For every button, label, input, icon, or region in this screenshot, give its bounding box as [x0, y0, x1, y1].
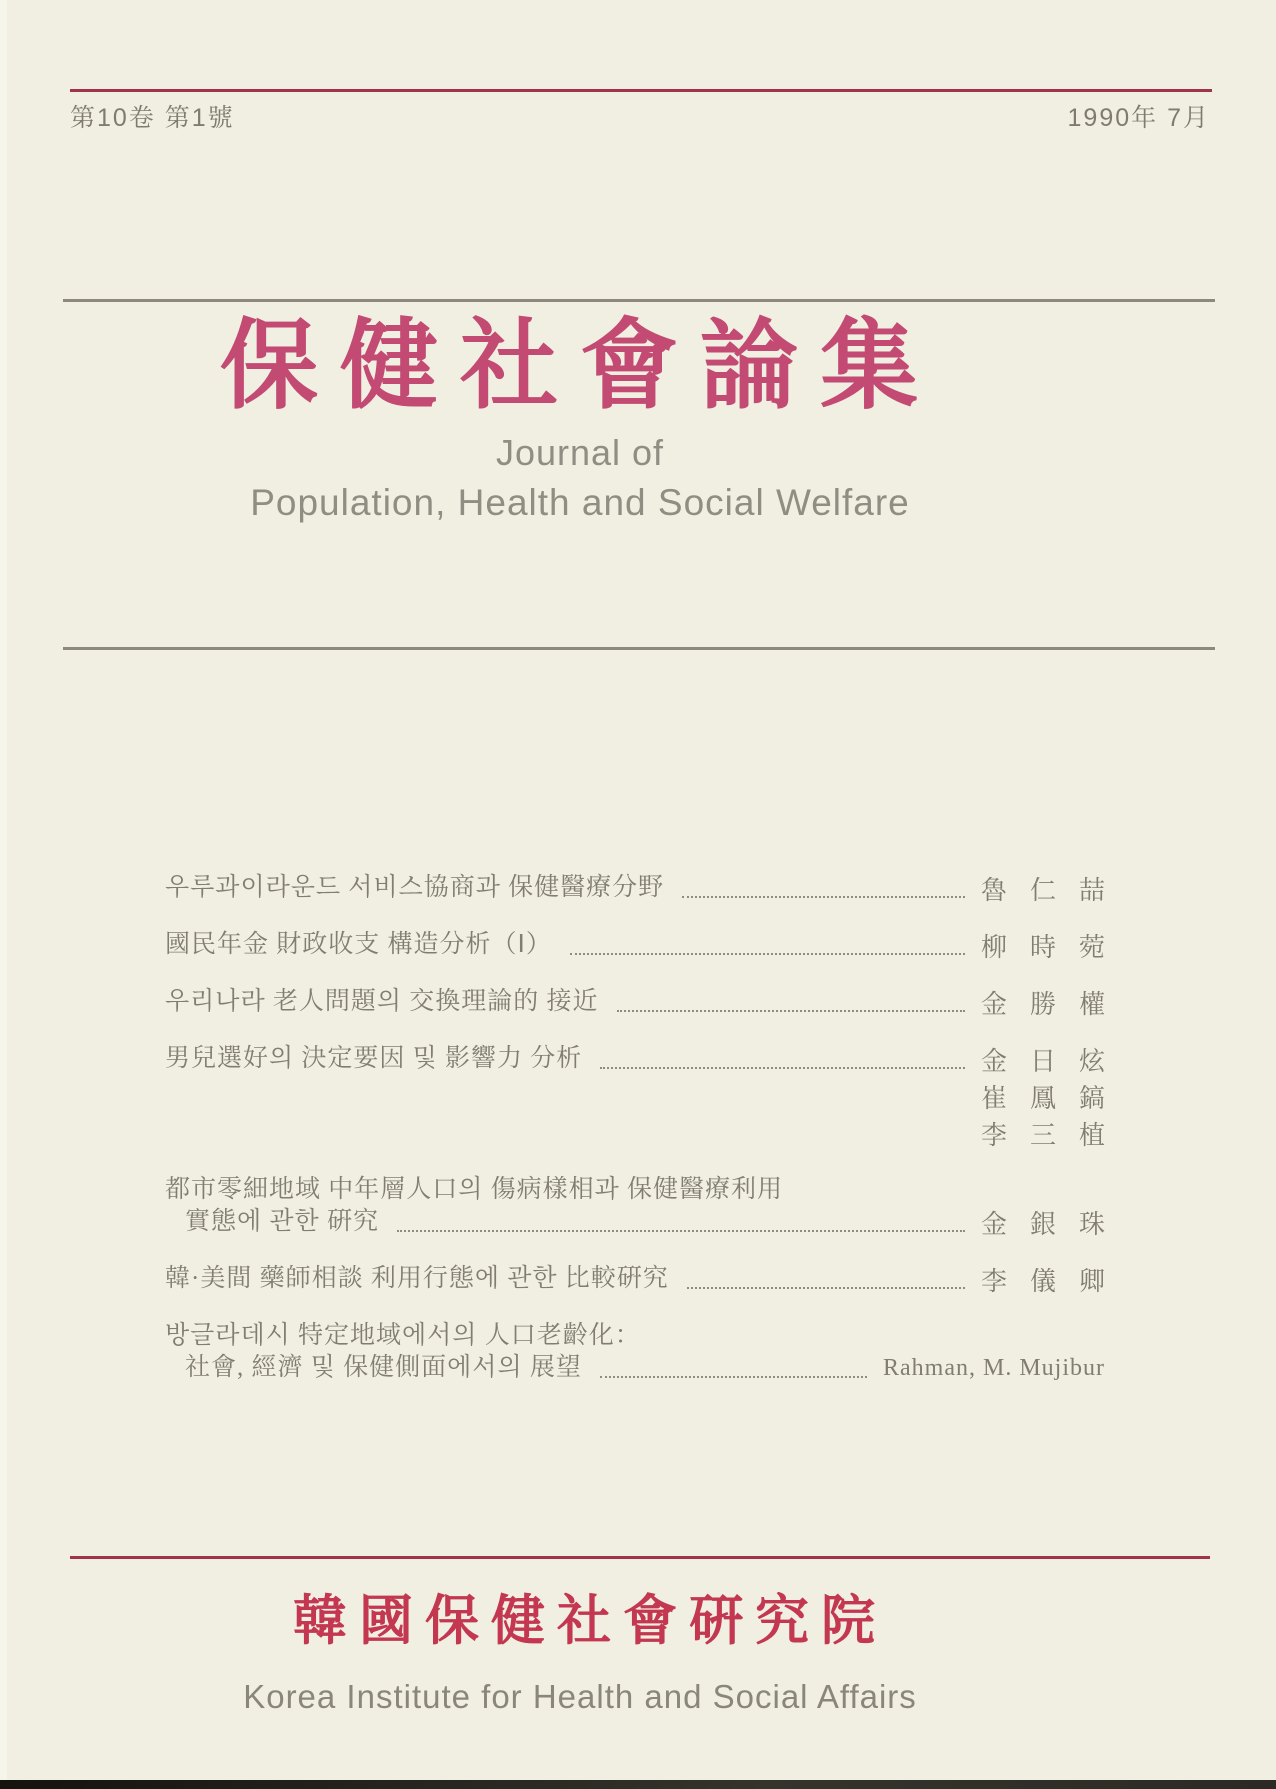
author-char: 三: [1029, 1121, 1056, 1150]
toc-entry-title: 實態에 관한 硏究: [185, 1208, 379, 1235]
institute-name-cjk: 韓國保健社會硏究院: [293, 1588, 887, 1652]
author-char: 鎬: [1078, 1084, 1105, 1113]
dotted-leader: [600, 1352, 867, 1378]
author-char: 鳳: [1029, 1084, 1056, 1113]
toc-entry-author: Rahman, M. Mujibur: [883, 1355, 1105, 1381]
dotted-leader: [682, 872, 965, 898]
toc-entry: [165, 1263, 1105, 1300]
toc-entry-title: 國民年金 財政收支 構造分析（Ⅰ）: [165, 931, 552, 958]
journal-subtitle-line2: Population, Health and Social Welfare: [250, 482, 910, 524]
divider-gray-bottom: [63, 647, 1215, 650]
toc-entry-title: 男兒選好의 決定要因 및 影響力 分析: [165, 1045, 583, 1072]
toc-entry: [165, 1174, 1105, 1243]
toc-entry-authors: [981, 929, 1105, 966]
journal-title-cjk: 保健社會論集: [219, 308, 940, 423]
author-char: 炫: [1078, 1047, 1105, 1076]
author-char: 崔: [981, 1084, 1008, 1113]
issue-date-label: 1990年 7月: [1067, 104, 1210, 132]
author-char: 喆: [1078, 876, 1105, 905]
toc-entry: [165, 872, 1105, 909]
toc-entry-line: [165, 1352, 1105, 1384]
author-char: 植: [1078, 1121, 1105, 1150]
toc-entry-title: 社會, 經濟 및 保健側面에서의 展望: [185, 1354, 582, 1381]
author-char: 金: [981, 990, 1008, 1019]
toc-entry-line: [165, 1043, 1105, 1154]
masthead: [0, 303, 1160, 524]
toc-entry-author: [981, 986, 1105, 1023]
toc-entry-authors: [981, 1206, 1105, 1243]
author-char: 時: [1029, 933, 1056, 962]
dotted-leader: [397, 1206, 965, 1232]
toc-entry-author: [981, 1117, 1105, 1154]
toc-entry-authors: [981, 986, 1105, 1023]
toc-entry-line: [165, 1174, 1105, 1206]
toc-entry-author: [981, 1206, 1105, 1243]
toc-entry-title: 都市零細地域 中年層人口의 傷病樣相과 保健醫療利用: [165, 1176, 784, 1203]
toc-entry-title: 韓·美間 藥師相談 利用行態에 관한 比較硏究: [165, 1265, 669, 1292]
author-char: 珠: [1078, 1210, 1105, 1239]
author-char: 仁: [1029, 876, 1056, 905]
bottom-red-rule: [70, 1556, 1210, 1559]
author-char: 金: [981, 1210, 1008, 1239]
toc-entry-author: [981, 929, 1105, 966]
author-char: 日: [1029, 1047, 1056, 1076]
toc-entry-line: [165, 929, 1105, 966]
dotted-leader: [687, 1263, 965, 1289]
toc-entry-authors: [883, 1352, 1105, 1384]
toc-entry-authors: [981, 1263, 1105, 1300]
toc-entry-author: [981, 872, 1105, 909]
issue-header-row: [70, 98, 1210, 134]
author-char: 權: [1078, 990, 1105, 1019]
scan-left-edge: [0, 0, 7, 1789]
toc-entry: [165, 1043, 1105, 1154]
toc-entry-line: [165, 1206, 1105, 1243]
toc-entry-title: 우루과이라운드 서비스協商과 保健醫療分野: [165, 874, 665, 901]
dotted-leader: [570, 929, 965, 955]
author-char: 儀: [1029, 1267, 1056, 1296]
author-char: 銀: [1029, 1210, 1056, 1239]
toc-entry-line: [165, 872, 1105, 909]
author-char: 李: [981, 1267, 1008, 1296]
toc-entry-author: [981, 1080, 1105, 1117]
author-char: 柳: [981, 933, 1008, 962]
author-char: 魯: [981, 876, 1008, 905]
toc-entry: [165, 929, 1105, 966]
volume-issue-label: 第10卷 第1號: [70, 104, 235, 132]
toc-entry-author: [981, 1263, 1105, 1300]
table-of-contents: [165, 872, 1105, 1404]
divider-gray-top: [63, 299, 1215, 302]
author-char: 勝: [1029, 990, 1056, 1019]
toc-entry: [165, 986, 1105, 1023]
author-char: 菀: [1078, 933, 1105, 962]
journal-subtitle-line1: Journal of: [495, 432, 665, 474]
dotted-leader: [600, 1043, 965, 1069]
toc-entry-title: 우리나라 老人問題의 交換理論的 接近: [165, 988, 599, 1015]
toc-entry-authors: [981, 1043, 1105, 1154]
toc-entry-line: [165, 986, 1105, 1023]
institute-name-en: Korea Institute for Health and Social Affairs: [243, 1678, 917, 1715]
toc-entry-author: [981, 1043, 1105, 1080]
toc-entry-title: 방글라데시 特定地域에서의 人口老齡化：: [165, 1322, 641, 1349]
author-char: 李: [981, 1121, 1008, 1150]
author-char: 卿: [1078, 1267, 1105, 1296]
toc-entry-line: [165, 1320, 1105, 1352]
scan-bottom-edge: [0, 1780, 1276, 1789]
author-char: 金: [981, 1047, 1008, 1076]
toc-entry-line: [165, 1263, 1105, 1300]
toc-entry-authors: [981, 872, 1105, 909]
top-red-rule: [70, 89, 1212, 92]
dotted-leader: [617, 986, 965, 1012]
toc-entry: [165, 1320, 1105, 1384]
